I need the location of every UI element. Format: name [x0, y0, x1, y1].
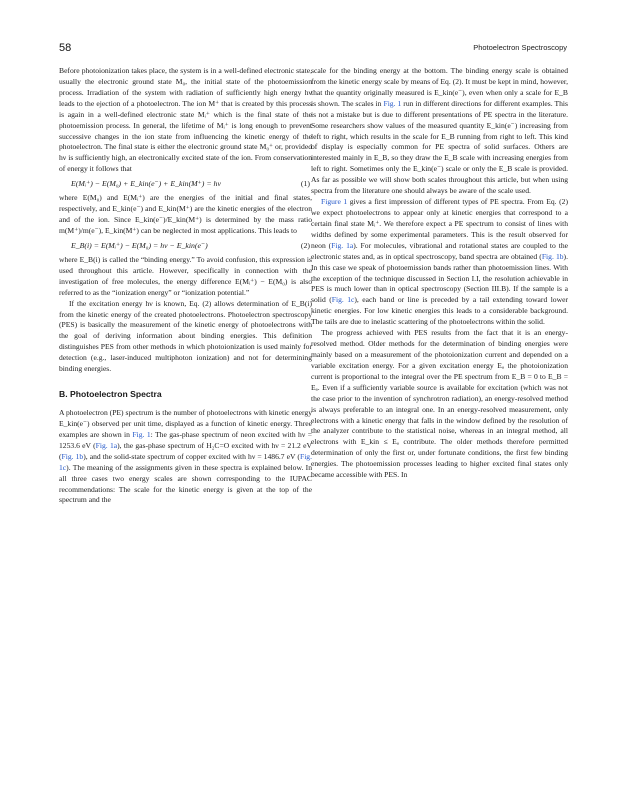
fig-1b-link[interactable]: Fig. 1b	[61, 451, 84, 461]
fig-1c-link[interactable]: Fig. 1c	[331, 295, 355, 305]
text-span: ), the gas-phase spectrum of H₂C=O excited with hν = 21.2 eV (	[59, 440, 312, 461]
text-span: ). For molecules, vibrational and rotational states are coupled to the electronic states and, as in optical spectroscopy, band spectra are obtained (	[311, 240, 568, 261]
right-column	[311, 66, 568, 481]
paragraph-initial-state: Before photoionization takes place, the system is in a well-defined electronic state, usually the electronic ground state M₀, the initial state of the photoemission process. Irradiation of the system with radiation of sufficiently high energy hν leads to the ejection of a photoelectron. The ion M⁺ that is created by this process is again in a well-defined electronic state Mᵢ⁺ which is the final state of the photoemission process. In general, the lifetime of Mᵢ⁺ is long enough to prevent successive changes in the ion state from influencing the kinetic energy of the photoelectron. The final state is either the electronic ground state M₀⁺ or, provided hν is sufficiently high, an electronically excited state of the ion. From conservation of energy it follows that	[59, 66, 312, 174]
page-number: 58	[59, 42, 72, 54]
text-span: gives a first impression of different types of PE spectra. From Eq. (2) we expect photoelectrons to appear only at kinetic energies that correspond to a certain final state Mᵢ⁺. We therefore expect a PE spectrum to consist of lines with widths defined by some experimental parameters. This is the result observed for neon (	[311, 197, 568, 250]
paragraph-energies: where E(M₀) and E(Mᵢ⁺) are the energies of the initial and final states, respectively, and E_kin(e⁻) and E_kin(M⁺) are the kinetic energies of the electron and of the ion. Since E_kin(e⁻)/E_kin(M⁺) is determined by the mass ratio m(M⁺)/m(e⁻), E_kin(M⁺) can be neglected in most applications. This leads to	[59, 193, 312, 235]
paragraph-binding-energy: where E_B(i) is called the “binding energy.” To avoid confusion, this expression is used throughout this article. However, specifically in connection with the investigation of free molecules, the energy difference E(Mᵢ⁺) − E(M₀) is also referred to as the “ionization energy” or “ionization potential.”	[59, 254, 312, 297]
left-column	[59, 66, 312, 506]
section-heading: B. Photoelectron Spectra	[59, 389, 162, 400]
fig-1-link[interactable]: Fig. 1	[383, 98, 402, 108]
text-span: ), each band or line is preceded by a tail extending toward lower kinetic energies. For low kinetic energies this leads to a considerable background. The tails are due to inelastic scattering of the photoelectrons within the solid.	[311, 295, 568, 327]
running-head: Photoelectron Spectroscopy	[473, 43, 567, 52]
equation-2-number: (2)	[300, 240, 310, 250]
equation-1-number: (1)	[300, 179, 310, 189]
paragraph-pes-definition: If the excitation energy hν is known, Eq. (2) allows determination of E_B(i) from the kinetic energy of the created photoelectrons. Photoelectron spectroscopy (PES) is basically the measurement of the kinetic energy of photoelectrons with the goal of deriving information about binding energies. This definition distinguishes PES from other methods in which photoionization is used mainly for detection (e.g., laser-induced multiphoton ionization) and not for determining binding energies.	[59, 298, 312, 374]
text-span: ). The meaning of the assignments given in these spectra is explained below. In all three cases two energy scales are shown corresponding to the IUPAC recommendations: The scale for the kinetic energy is given at the top of the spectrum and the	[59, 462, 312, 505]
text-span: : The gas-phase spectrum of neon excited with hν = 1253.6 eV (	[59, 429, 312, 450]
paragraph-spectra-types	[311, 197, 568, 328]
text-span: run in different directions for different examples. This is not a mistake but is due to different presentations of PE spectra in the literature. Some researchers show values of the measured quantity E_kin(e⁻) increasing from left to right, which results in the scale for E_B running from right to left. This kind of display is especially common for PE spectra of solid surfaces. Others are interested mainly in E_B, so they draw the E_B scale with increasing energies from left to right. Sometimes only the E_kin(e⁻) scale or only the E_B scale is provided. As far as possible we will show both scales throughout this article, but when using spectra from the literature one should always be aware of the scale used.	[311, 98, 568, 196]
paragraph-scales	[311, 66, 568, 197]
paragraph-pe-spectrum	[59, 408, 312, 506]
equation-1-body: E(Mᵢ⁺) − E(M₀) + E_kin(e⁻) + E_kin(M⁺) = hν	[71, 179, 221, 189]
equation-1	[71, 178, 312, 190]
figure-1-link[interactable]: Figure 1	[321, 197, 348, 207]
fig-1a-link[interactable]: Fig. 1a	[331, 240, 354, 250]
text-span: A photoelectron (PE) spectrum is the number of photoelectrons with kinetic energy E_kin(e⁻) observed per unit time, displayed as a function of kinetic energy. Three examples are shown in	[59, 408, 312, 439]
paragraph-energy-resolved: The progress achieved with PES results from the fact that it is an energy-resolved method. Older methods for the determination of binding energies were mainly based on a measurement of the photoionization current and depended on a variable excitation energy. For a given excitation energy Eₐ the photoionization current is proportional to the integral over the PE spectrum from E_B = 0 to E_B = Eₐ. Even if a sufficiently variable source is available for excitation (which was not the case prior to the invention of synchrotron radiation), an energy-resolved method is always preferable to an integral one. In an energy-resolved measurement, only electrons with a kinetic energy that falls in the window defined by the resolution of the analyzer contribute to the statistical noise, whereas in an integral method, all electrons with E_kin ≤ Eₐ contribute. The older methods therefore permitted determination of only the first or, under fortunate conditions, the first few binding energies. The photoemission processes leading to higher excited final states only became accessible with PES. In	[311, 328, 568, 480]
text-span: scale for the binding energy at the bottom. The binding energy scale is obtained from the kinetic energy scale by means of Eq. (2). It must be kept in mind, however, that the quantity originally measured is E_kin(e⁻), even when only a scale for E_B is shown. The scales in	[311, 66, 568, 108]
text-span: ). In this case we speak of photoemission bands rather than photoemission lines. With the exception of the technique discussed in Section I.I, the resolution achievable in PES is much lower than in optical spectroscopy (Section III.B). If the sample is a solid (	[311, 251, 568, 305]
text-span: ), and the solid-state spectrum of copper excited with hν = 1486.7 eV (	[83, 451, 300, 461]
fig-1b-link[interactable]: Fig. 1b	[541, 251, 564, 261]
fig-1-link[interactable]: Fig. 1	[132, 429, 151, 439]
equation-2	[71, 240, 312, 252]
fig-1a-link[interactable]: Fig. 1a	[95, 440, 118, 450]
equation-2-body: E_B(i) = E(Mᵢ⁺) − E(M₀) = hν − E_kin(e⁻)	[71, 240, 208, 250]
fig-1c-link[interactable]: Fig. 1c	[59, 451, 312, 472]
